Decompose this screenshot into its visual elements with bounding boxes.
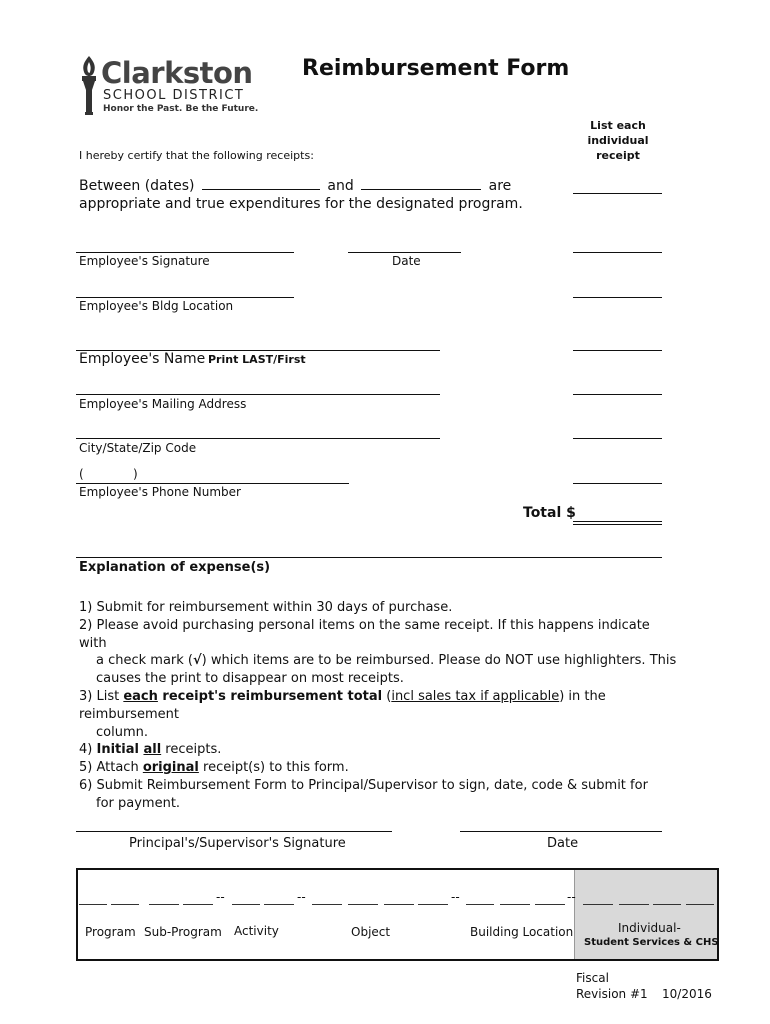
code-seg-11[interactable] <box>466 904 494 905</box>
program-label: Program <box>85 925 136 939</box>
dates-statement-rest: appropriate and true expenditures for the designated program. <box>79 196 523 212</box>
supervisor-signature-label: Principal's/Supervisor's Signature <box>129 836 346 851</box>
start-date-field[interactable] <box>202 180 320 190</box>
signature-line[interactable] <box>76 252 294 253</box>
phone-paren-close: ) <box>133 467 138 481</box>
form-title: Reimbursement Form <box>302 56 570 81</box>
receipt-line-4[interactable] <box>573 350 662 351</box>
name-label: Employee's Name <box>79 351 206 367</box>
code-seg-13[interactable] <box>535 904 565 905</box>
instructions-list <box>79 599 679 813</box>
dash-4: -- <box>567 890 576 904</box>
logo-district: SCHOOL DISTRICT <box>103 88 245 103</box>
date-label: Date <box>392 254 421 268</box>
explanation-line[interactable] <box>76 557 662 558</box>
instruction-3: 3) List each receipt's reimbursement total (incl sales tax if applicable) in the reimbursement <box>79 688 606 722</box>
between-label: Between (dates) <box>79 178 195 194</box>
supervisor-date-label: Date <box>547 836 579 851</box>
code-seg-2[interactable] <box>111 904 139 905</box>
total-line-double <box>573 524 662 525</box>
dash-3: -- <box>451 890 460 904</box>
date-line[interactable] <box>348 252 461 253</box>
dash-2: -- <box>297 890 306 904</box>
total-label: Total $ <box>523 505 576 521</box>
name-hint: Print LAST/First <box>208 353 306 366</box>
supervisor-signature-line[interactable] <box>76 831 392 832</box>
code-seg-1[interactable] <box>79 904 107 905</box>
phone-line[interactable] <box>76 483 349 484</box>
receipt-line-2[interactable] <box>573 252 662 253</box>
receipt-header-line-2: individual <box>587 134 649 147</box>
code-seg-12[interactable] <box>500 904 530 905</box>
instruction-4: 4) Initial all receipts. <box>79 742 222 758</box>
receipt-header-line-3: receipt <box>596 149 640 162</box>
receipt-line-7[interactable] <box>573 483 662 484</box>
footer-date: 10/2016 <box>662 987 712 1001</box>
code-seg-3[interactable] <box>149 904 179 905</box>
footer-revision: Revision #1 <box>576 987 648 1001</box>
check-mark-icon: √ <box>193 653 202 669</box>
code-seg-16[interactable] <box>653 904 681 905</box>
receipt-header-line-1: List each <box>590 119 646 132</box>
receipt-line-6[interactable] <box>573 438 662 439</box>
city-state-zip-line[interactable] <box>76 438 440 439</box>
code-seg-17[interactable] <box>686 904 714 905</box>
instruction-6-cont: for payment. <box>96 795 181 811</box>
dash-1: -- <box>216 890 225 904</box>
instruction-2-cont: a check mark (√) which items are to be reimbursed. Please do NOT use highlighters. This <box>96 653 677 669</box>
code-seg-10[interactable] <box>418 904 448 905</box>
code-seg-5[interactable] <box>232 904 260 905</box>
instruction-5: 5) Attach original receipt(s) to this form. <box>79 760 349 776</box>
logo-name: Clarkston <box>101 56 253 90</box>
logo-motto <box>103 104 258 114</box>
city-state-zip-label: City/State/Zip Code <box>79 441 197 455</box>
code-seg-6[interactable] <box>264 904 294 905</box>
end-date-field[interactable] <box>361 180 481 190</box>
instruction-6: 6) Submit Reimbursement Form to Principal/Supervisor to sign, date, code & submit for <box>79 777 648 793</box>
torch-icon <box>78 54 100 116</box>
bldg-location-label: Employee's Bldg Location <box>79 299 234 313</box>
student-services-label: Student Services & CHS <box>584 937 719 948</box>
are-label: are <box>488 178 512 194</box>
and-label: and <box>327 178 354 194</box>
phone-label: Employee's Phone Number <box>79 485 241 499</box>
certify-text: I hereby certify that the following receipts: <box>79 149 314 162</box>
code-seg-15[interactable] <box>619 904 649 905</box>
receipt-line-5[interactable] <box>573 394 662 395</box>
receipt-column-header <box>572 118 664 163</box>
code-seg-4[interactable] <box>183 904 213 905</box>
instruction-3-cont: column. <box>96 724 148 740</box>
bldg-location-line[interactable] <box>76 297 294 298</box>
code-seg-7[interactable] <box>312 904 342 905</box>
individual-label: Individual- <box>618 921 681 935</box>
activity-label: Activity <box>234 924 279 938</box>
motto-part-1: Honor the Past. <box>103 104 186 114</box>
instruction-2: 2) Please avoid purchasing personal items on the same receipt. If this happens indicate with <box>79 617 650 651</box>
signature-label: Employee's Signature <box>79 254 210 268</box>
object-label: Object <box>351 925 391 939</box>
phone-paren-open: ( <box>79 467 84 481</box>
code-seg-9[interactable] <box>384 904 414 905</box>
instruction-1: 1) Submit for reimbursement within 30 days of purchase. <box>79 600 453 615</box>
receipt-line-3[interactable] <box>573 297 662 298</box>
explanation-label: Explanation of expense(s) <box>79 560 271 575</box>
total-line[interactable] <box>573 521 662 522</box>
code-seg-8[interactable] <box>348 904 378 905</box>
supervisor-date-line[interactable] <box>460 831 662 832</box>
building-location-label: Building Location <box>470 925 574 939</box>
receipt-line-1[interactable] <box>573 193 662 194</box>
mailing-address-label: Employee's Mailing Address <box>79 397 247 411</box>
instruction-2-cont-2: causes the print to disappear on most receipts. <box>96 671 404 687</box>
subprogram-label: Sub-Program <box>144 925 222 939</box>
code-seg-14[interactable] <box>583 904 613 905</box>
dates-statement <box>79 177 523 213</box>
mailing-address-line[interactable] <box>76 394 440 395</box>
footer-fiscal: Fiscal <box>576 971 609 985</box>
motto-part-2: Be the Future. <box>185 104 259 114</box>
